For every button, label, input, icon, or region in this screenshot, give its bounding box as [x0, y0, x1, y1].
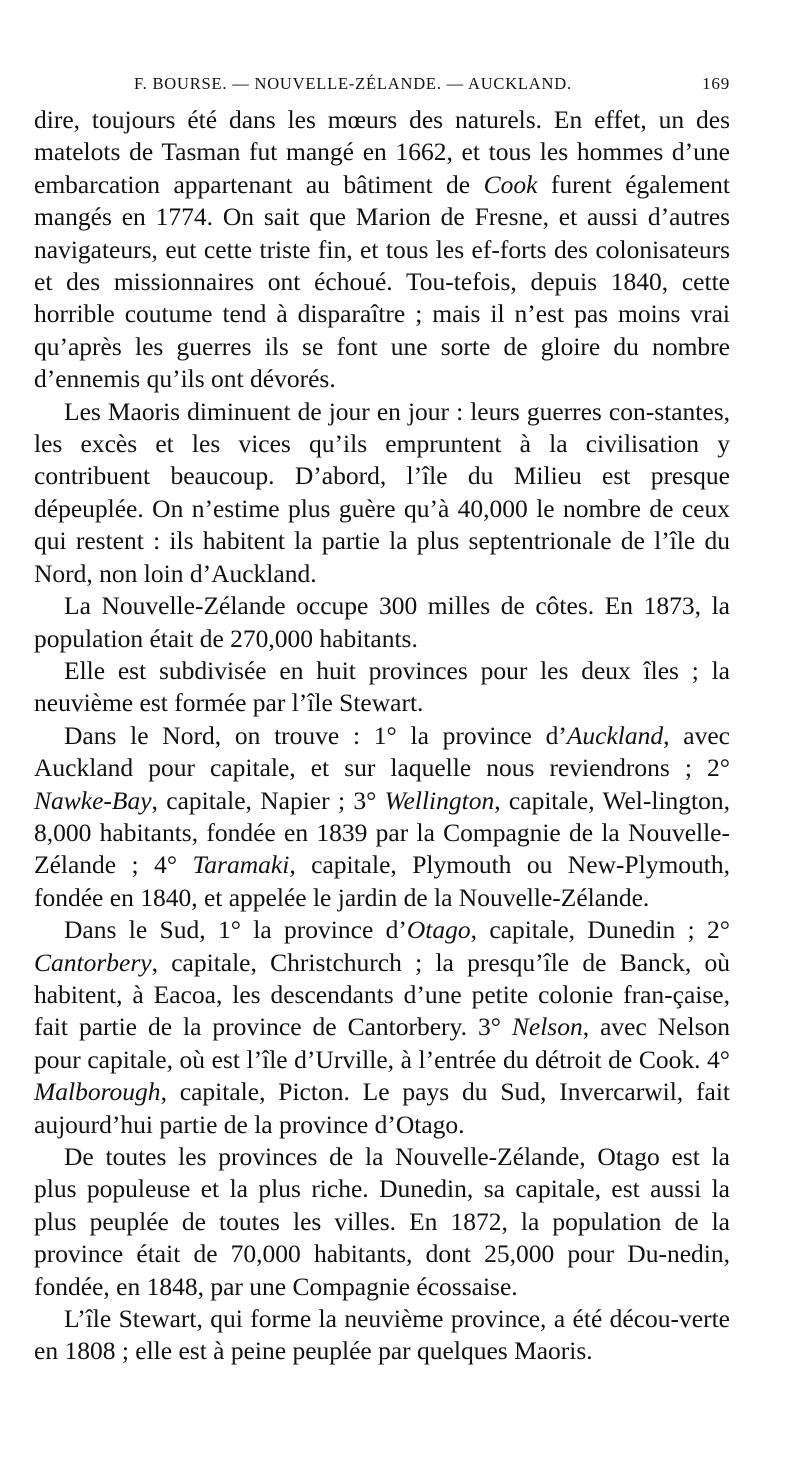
- text-run: Dans le Sud, 1° la province d’: [64, 915, 407, 945]
- text-run: De toutes les provinces de la Nouvelle-Zélande, Otago est la plus populeuse et la plus riche. Dunedin, sa capitale, est aussi la plus peuplée de toutes les villes. En 1872, la population de la province était de 70,000 habitants, dont 25,000 pour Du-nedin, fondée, en 1848, par une Compagnie écossaise.: [34, 1142, 730, 1301]
- running-title: F. BOURSE. — NOUVELLE-ZÉLANDE. — AUCKLAND.: [134, 74, 572, 93]
- text-run: L’île Stewart, qui forme la neuvième province, a été décou-verte en 1808 ; elle est à peine peuplée par quelques Maoris.: [34, 1304, 730, 1366]
- italic-text-run: Otago: [406, 915, 471, 945]
- body-text: [34, 104, 730, 1368]
- text-run: , capitale, Wel-lington, 8,000 habitants, fondée en 1839 par la Compagnie de la Nouvelle-Zélande ; 4°: [34, 785, 730, 880]
- paragraph: [34, 655, 730, 720]
- text-run: La Nouvelle-Zélande occupe 300 milles de côtes. En 1873, la population était de 270,000 habitants.: [34, 591, 730, 653]
- text-run: , capitale, Napier ; 3°: [151, 785, 385, 815]
- text-run: Elle est subdivisée en huit provinces pour les deux îles ; la neuvième est formée par l’île Stewart.: [34, 655, 730, 718]
- paragraph: [34, 1303, 730, 1368]
- text-run: , avec Nelson pour capitale, où est l’île d’Urville, à l’entrée du détroit de Cook. 4°: [34, 1012, 730, 1074]
- italic-text-run: Nelson: [511, 1012, 583, 1042]
- text-run: , avec Auckland pour capitale, et sur laquelle nous reviendrons ; 2°: [34, 720, 730, 783]
- paragraph: [34, 396, 730, 590]
- italic-text-run: Nawke-Bay: [34, 785, 152, 815]
- paragraph: [34, 720, 730, 914]
- text-run: , capitale, Christchurch ; la presqu’île de Banck, où habitent, à Eacoa, les descendants d’une petite colonie fran-çaise, fait partie de la province de Cantorbery. 3°: [34, 947, 730, 1042]
- italic-text-run: Wellington: [384, 785, 495, 815]
- book-page: [34, 68, 730, 1368]
- text-run: Les Maoris diminuent de jour en jour : leurs guerres con-stantes, les excès et les vices qu’ils empruntent à la civilisation y contribuent beaucoup. D’abord, l’île du Milieu est presque dépeuplée. On n’estime plus guère qu’à 40,000 le nombre de ceux qui restent : ils habitent la partie la plus septentrionale de l’île du Nord, non loin d’Auckland.: [34, 396, 730, 588]
- text-run: , capitale, Plymouth ou New-Plymouth, fondée en 1840, et appelée le jardin de la Nouvelle-Zélande.: [34, 850, 730, 912]
- paragraph: [34, 104, 730, 396]
- paragraph: [34, 590, 730, 655]
- paragraph: [34, 914, 730, 1141]
- italic-text-run: Malborough: [34, 1077, 161, 1107]
- italic-text-run: Auckland: [566, 720, 664, 750]
- text-run: , capitale, Picton. Le pays du Sud, Invercarwil, fait aujourd’hui partie de la province d’Otago.: [34, 1077, 730, 1139]
- paragraph: [34, 1141, 730, 1303]
- page-number: 169: [702, 74, 730, 93]
- text-run: Dans le Nord, on trouve : 1° la province d’: [64, 720, 567, 750]
- italic-text-run: Cook: [483, 169, 538, 199]
- running-head: [34, 68, 730, 98]
- text-run: , capitale, Dunedin ; 2°: [470, 915, 730, 945]
- text-run: furent également mangés en 1774. On sait que Marion de Fresne, et aussi d’autres navigateurs, eut cette triste fin, et tous les ef-forts des colonisateurs et des missionnaires ont échoué. Tou-tefois, depuis 1840, cette horrible coutume tend à disparaître ; mais il n’est pas moins vrai qu’après les guerres ils se font une sorte de gloire du nombre d’ennemis qu’ils ont dévorés.: [34, 169, 730, 394]
- italic-text-run: Taramaki: [192, 850, 290, 880]
- italic-text-run: Cantorbery: [34, 947, 152, 977]
- text-run: dire, toujours été dans les mœurs des naturels. En effet, un des matelots de Tasman fut mangé en 1662, et tous les hommes d’une embarcation appartenant au bâtiment de: [34, 105, 730, 199]
